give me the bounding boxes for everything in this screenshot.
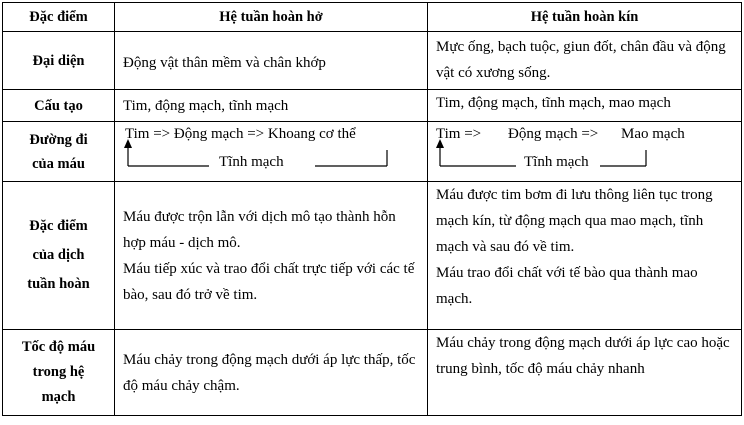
header-row (3, 3, 742, 32)
closed-flow-heart: Tim => (436, 126, 482, 142)
row-structure (3, 90, 742, 122)
closed-structure-text: Tim, động mạch, tĩnh mạch, mao mạch (436, 95, 671, 111)
closed-flow-diagram (428, 122, 741, 176)
open-fluid-text-2: Máu tiếp xúc và trao đổi chất trực tiếp với các tế bào, sau đó trở về tim. (123, 260, 415, 303)
open-structure (115, 90, 428, 122)
closed-fluid-text-2: Máu trao đổi chất với tế bào qua thành mao mạch. (436, 265, 698, 307)
open-flow-return: Tĩnh mạch (219, 154, 284, 170)
comparison-table (2, 2, 742, 416)
row-label-representatives: Đại diện (3, 32, 115, 90)
row-label-blood-speed (3, 330, 115, 416)
header-closed-circulation: Hệ tuần hoàn kín (428, 3, 742, 32)
open-representatives-text: Động vật thân mềm và chân khớp (123, 54, 326, 71)
row-label-speed-line2: trong hệ (32, 364, 85, 380)
header-open-circulation: Hệ tuần hoàn hở (115, 3, 428, 32)
open-speed-text: Máu chảy trong động mạch dưới áp lực thấp, tốc độ máu chảy chậm. (123, 351, 416, 394)
row-label-blood-path (3, 122, 115, 182)
closed-flow-artery: Động mạch => (508, 126, 599, 142)
row-fluid-characteristics (3, 182, 742, 330)
open-flow-diagram (115, 122, 427, 176)
row-label-fluid-line2: của dịch (32, 247, 85, 263)
row-label-fluid-line3: tuần hoàn (27, 276, 90, 292)
row-label-speed-line1: Tốc độ máu (21, 339, 96, 355)
open-blood-path (115, 122, 428, 182)
row-label-blood-path-line1: Đường đi (29, 131, 88, 148)
header-characteristic: Đặc điểm (3, 3, 115, 32)
closed-representatives-text: Mực ống, bạch tuộc, giun đốt, chân đầu và động vật có xương sống. (436, 39, 726, 81)
closed-flow-capillary: Mao mạch (621, 126, 685, 142)
closed-speed-text: Máu chảy trong động mạch dưới áp lực cao hoặc trung bình, tốc độ máu chảy nhanh (436, 335, 730, 377)
row-label-structure: Cấu tạo (3, 90, 115, 122)
open-fluid-characteristics (115, 182, 428, 330)
row-blood-path (3, 122, 742, 182)
closed-blood-path (428, 122, 742, 182)
closed-blood-speed (428, 330, 742, 416)
open-blood-speed (115, 330, 428, 416)
closed-representatives (428, 32, 742, 90)
closed-fluid-characteristics (428, 182, 742, 330)
row-label-blood-path-line2: của máu (32, 155, 85, 172)
row-label-fluid-characteristics (3, 182, 115, 330)
closed-flow-return: Tĩnh mạch (524, 154, 589, 170)
row-label-fluid-line1: Đặc điểm (29, 218, 88, 234)
closed-fluid-text-1: Máu được tim bơm đi lưu thông liên tục trong mạch kín, từ động mạch qua mao mạch, tĩnh mạch và sau đó về tim. (436, 187, 713, 255)
row-blood-speed (3, 330, 742, 416)
closed-structure (428, 90, 742, 122)
open-representatives (115, 32, 428, 90)
row-label-speed-line3: mạch (41, 389, 76, 405)
open-structure-text: Tim, động mạch, tĩnh mạch (123, 97, 289, 114)
open-fluid-text-1: Máu được trộn lẫn với dịch mô tạo thành hỗn hợp máu - dịch mô. (123, 208, 396, 251)
open-flow-line1: Tim => Động mạch => Khoang cơ thể (125, 126, 356, 142)
row-representatives (3, 32, 742, 90)
